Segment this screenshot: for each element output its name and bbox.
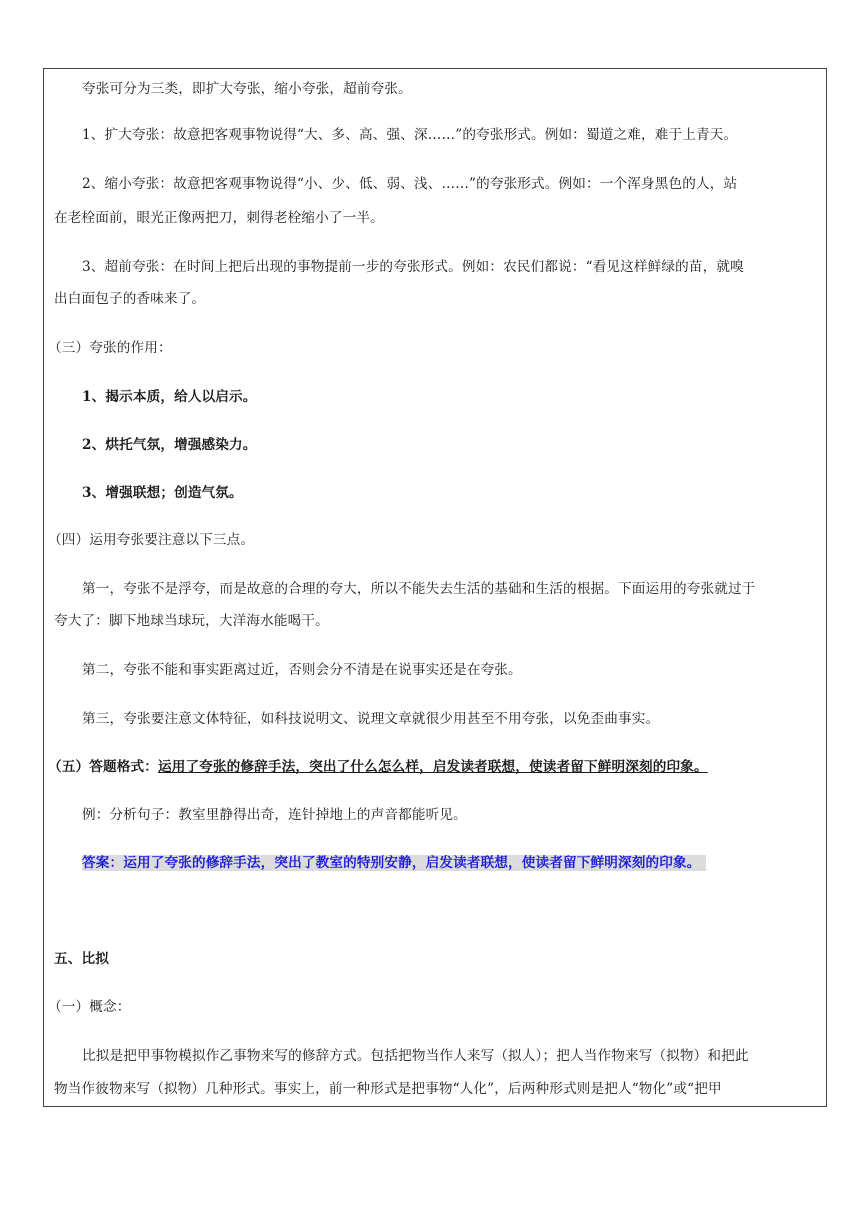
- effect-item-2: 2、烘托气氛，增强感染力。: [82, 437, 257, 453]
- section-heading-personification: 五、比拟: [54, 951, 109, 967]
- paragraph-shrink-line2: 在老栓面前，眼光正像两把刀，刺得老栓缩小了一半。: [54, 210, 384, 226]
- document-frame: [43, 68, 827, 1107]
- paragraph-first-line2: 夸大了：脚下地球当球玩，大洋海水能喝干。: [54, 613, 329, 629]
- answer-line: [44, 853, 826, 873]
- effect-item-3: 3、增强联想；创造气氛。: [82, 485, 243, 501]
- answer-format-text: 运用了夸张的修辞手法，突出了什么怎么样，启发读者联想，使读者留下鲜明深刻的印象。: [157, 759, 708, 775]
- paragraph-advance-line2: 出白面包子的香味来了。: [54, 291, 206, 307]
- paragraph-concept-line1: 比拟是把甲事物模拟作乙事物来写的修辞方式。包括把物当作人来写（拟人）；把人当作物来写（拟物）和把此: [82, 1048, 749, 1064]
- paragraph-shrink-line1: 2、缩小夸张：故意把客观事物说得“小、少、低、弱、浅、……”的夸张形式。例如：一个浑身黑色的人，站: [82, 176, 738, 192]
- heading-concept: （一）概念：: [48, 999, 131, 1015]
- heading-effects: （三）夸张的作用：: [48, 340, 172, 356]
- paragraph-first-line1: 第一，夸张不是浮夸，而是故意的合理的夸大，所以不能失去生活的基础和生活的根据。下面运用的夸张就过于: [82, 581, 756, 597]
- answer-format: [44, 757, 826, 777]
- paragraph-advance-line1: 3、超前夸张：在时间上把后出现的事物提前一步的夸张形式。例如：农民们都说：“看见这样鲜绿的苗，就嗅: [82, 259, 744, 275]
- paragraph-expand: 1、扩大夸张：故意把客观事物说得“大、多、高、强、深……”的夸张形式。例如：蜀道之难，难于上青天。: [82, 127, 738, 143]
- paragraph-concept-line2: 物当作彼物来写（拟物）几种形式。事实上，前一种形式是把事物“人化”，后两种形式则是把人“物化”或“把甲: [54, 1081, 722, 1097]
- effect-item-1: 1、揭示本质，给人以启示。: [82, 389, 257, 405]
- paragraph-third: 第三，夸张要注意文体特征，如科技说明文、说理文章就很少用甚至不用夸张，以免歪曲事实。: [82, 711, 660, 727]
- example-sentence: 例：分析句子：教室里静得出奇，连针掉地上的声音都能听见。: [82, 807, 467, 823]
- paragraph-classification: 夸张可分为三类，即扩大夸张，缩小夸张，超前夸张。: [82, 81, 412, 97]
- paragraph-second: 第二，夸张不能和事实距离过近，否则会分不清是在说事实还是在夸张。: [82, 662, 522, 678]
- heading-cautions: （四）运用夸张要注意以下三点。: [48, 532, 255, 548]
- answer-format-label: （五）答题格式：: [48, 759, 158, 775]
- answer-highlight: 答案：运用了夸张的修辞手法，突出了教室的特别安静，启发读者联想，使读者留下鲜明深刻的印象。: [82, 855, 706, 871]
